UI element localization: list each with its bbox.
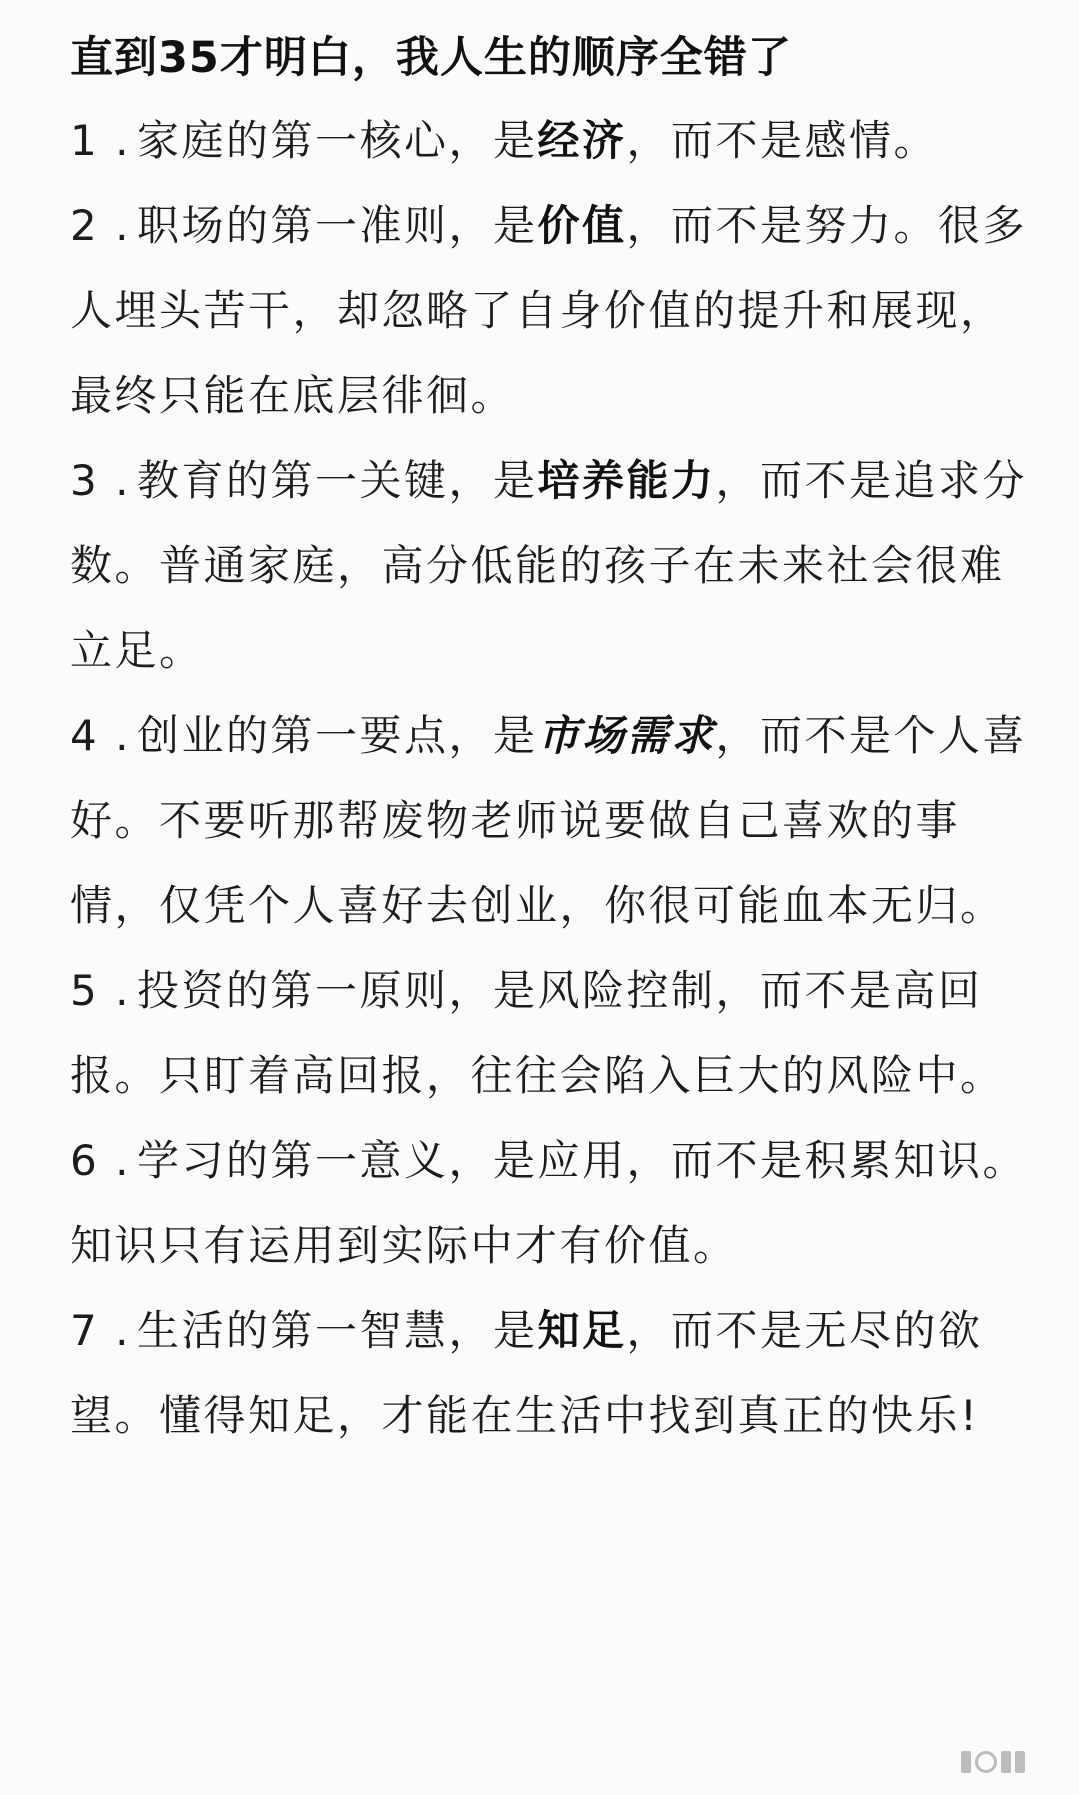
item-tail: ，而不是无尽的欲望。懂得知足，才能在生活中找到真正的快乐!	[70, 1306, 983, 1440]
item-tail: ，而不是个人喜好。不要听那帮废物老师说要做自己喜欢的事情，仅凭个人喜好去创业，你很可能血本无归。	[70, 711, 1027, 930]
list-item-4	[70, 693, 1035, 948]
list-item-6	[70, 1118, 1035, 1288]
item-number: 7 .	[70, 1306, 131, 1355]
item-lead: 职场的第一准则，是	[136, 201, 538, 250]
list-item-1	[70, 98, 1035, 183]
item-keyword: 经济	[537, 116, 627, 165]
list-item-3	[70, 438, 1035, 693]
item-number: 3 .	[70, 456, 131, 505]
article-title: 直到35才明白，我人生的顺序全错了	[70, 33, 792, 83]
item-lead: 投资的第一原则，是风险控制，而不是高回报。只盯着高回报，往往会陷入巨大的风险中。	[70, 966, 1005, 1100]
item-number: 1 .	[70, 116, 131, 165]
item-number: 5 .	[70, 966, 131, 1015]
item-keyword: 市场需求	[537, 711, 716, 760]
item-number: 2 .	[70, 201, 131, 250]
item-number: 6 .	[70, 1136, 131, 1185]
watermark-bar-2	[1001, 1751, 1011, 1773]
list-item-7	[70, 1288, 1035, 1458]
item-lead: 学习的第一意义，是应用，而不是积累知识。知识只有运用到实际中才有价值。	[70, 1136, 1027, 1270]
item-tail: ，而不是努力。很多人埋头苦干，却忽略了自身价值的提升和展现，最终只能在底层徘徊。	[70, 201, 1027, 420]
item-lead: 家庭的第一核心，是	[136, 116, 538, 165]
item-keyword: 知足	[537, 1306, 627, 1355]
item-tail: ，而不是追求分数。普通家庭，高分低能的孩子在未来社会很难立足。	[70, 456, 1027, 675]
item-number: 4 .	[70, 711, 131, 760]
item-lead: 生活的第一智慧，是	[136, 1306, 538, 1355]
item-lead: 教育的第一关键，是	[136, 456, 538, 505]
list-item-5	[70, 948, 1035, 1118]
list-item-2	[70, 183, 1035, 438]
watermark-bar-3	[1015, 1751, 1025, 1773]
item-keyword: 培养能力	[537, 456, 716, 505]
watermark-ring	[975, 1751, 997, 1773]
item-keyword: 价值	[537, 201, 627, 250]
logo-watermark-icon	[961, 1749, 1057, 1775]
item-tail: ，而不是感情。	[626, 116, 938, 165]
item-lead: 创业的第一要点，是	[136, 711, 538, 760]
watermark-bar-1	[961, 1751, 971, 1773]
